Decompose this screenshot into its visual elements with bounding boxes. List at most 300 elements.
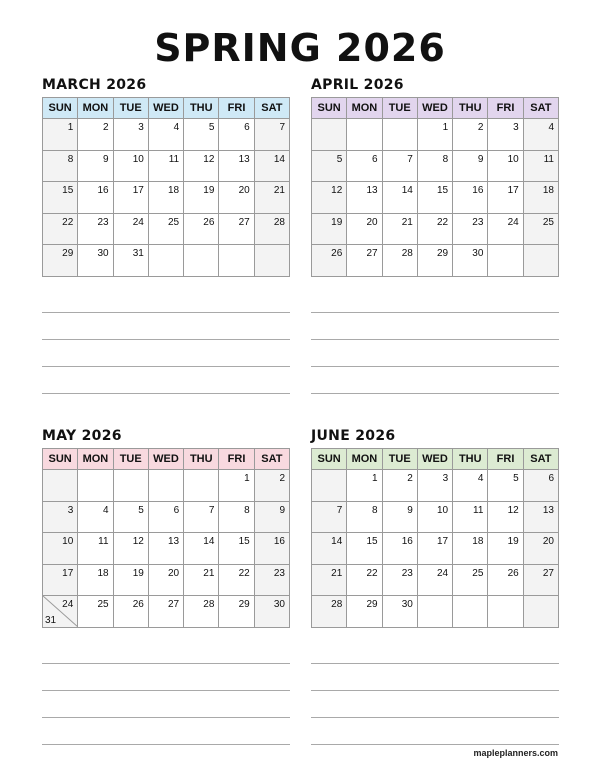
day-cell bbox=[219, 119, 254, 151]
note-line bbox=[42, 312, 290, 313]
weekday-header: TUE bbox=[382, 98, 417, 119]
week-row bbox=[312, 596, 559, 628]
day-number: 23 bbox=[472, 216, 484, 228]
weekday-header: SUN bbox=[43, 98, 78, 119]
day-cell bbox=[453, 213, 488, 245]
day-cell bbox=[488, 245, 523, 277]
day-number: 20 bbox=[542, 536, 554, 547]
day-number: 2 bbox=[279, 473, 285, 484]
weekday-header: MON bbox=[78, 449, 113, 470]
day-number: 29 bbox=[238, 599, 250, 610]
month-title: JUNE 2026 bbox=[311, 428, 396, 444]
day-number: 13 bbox=[238, 153, 250, 165]
day-number: 28 bbox=[203, 599, 215, 610]
calendar-march bbox=[42, 76, 290, 277]
day-number: 3 bbox=[513, 122, 519, 133]
day-cell bbox=[488, 182, 523, 214]
day-cell bbox=[382, 245, 417, 277]
day-cell bbox=[219, 213, 254, 245]
day-cell bbox=[523, 245, 558, 277]
day-number: 5 bbox=[138, 504, 144, 516]
week-row bbox=[43, 470, 290, 502]
day-cell bbox=[382, 182, 417, 214]
day-cell bbox=[184, 596, 219, 628]
day-cell bbox=[382, 533, 417, 565]
day-cell bbox=[219, 533, 254, 565]
day-number: 21 bbox=[203, 567, 215, 579]
day-cell bbox=[382, 470, 417, 502]
day-number: 27 bbox=[238, 216, 250, 228]
day-cell bbox=[347, 182, 382, 214]
day-cell bbox=[347, 245, 382, 277]
day-number: 7 bbox=[279, 122, 285, 133]
day-cell bbox=[184, 533, 219, 565]
day-cell bbox=[417, 213, 452, 245]
weekday-header: SAT bbox=[523, 449, 558, 470]
day-cell bbox=[312, 533, 347, 565]
week-row bbox=[43, 119, 290, 151]
day-cell bbox=[312, 564, 347, 596]
day-cell bbox=[312, 213, 347, 245]
week-row bbox=[43, 213, 290, 245]
day-number: 31 bbox=[45, 614, 57, 626]
day-number: 15 bbox=[366, 536, 378, 547]
day-cell bbox=[254, 501, 289, 533]
day-number: 26 bbox=[203, 216, 215, 228]
day-cell bbox=[184, 470, 219, 502]
weekday-header: FRI bbox=[488, 98, 523, 119]
day-cell bbox=[523, 596, 558, 628]
day-number: 11 bbox=[168, 153, 180, 165]
day-cell bbox=[148, 213, 183, 245]
day-number: 3 bbox=[138, 122, 144, 133]
day-number: 18 bbox=[97, 567, 109, 579]
day-cell bbox=[78, 596, 113, 628]
day-number: 16 bbox=[472, 185, 484, 196]
day-number: 20 bbox=[366, 216, 378, 228]
day-cell bbox=[148, 501, 183, 533]
day-number: 17 bbox=[62, 567, 74, 579]
day-cell bbox=[219, 150, 254, 182]
day-number: 16 bbox=[401, 536, 413, 547]
day-cell bbox=[113, 470, 148, 502]
day-number: 12 bbox=[132, 536, 144, 547]
day-number: 22 bbox=[62, 216, 74, 228]
day-cell bbox=[312, 182, 347, 214]
day-number: 30 bbox=[401, 599, 413, 610]
calendar-grid bbox=[42, 97, 290, 277]
day-cell bbox=[523, 470, 558, 502]
day-number: 18 bbox=[542, 185, 554, 196]
day-cell bbox=[78, 245, 113, 277]
day-number: 19 bbox=[203, 185, 215, 196]
day-number: 12 bbox=[507, 504, 519, 516]
day-number: 1 bbox=[67, 122, 74, 133]
day-number: 4 bbox=[477, 473, 484, 484]
day-cell bbox=[347, 119, 382, 151]
notes-area-may bbox=[42, 663, 290, 771]
week-row bbox=[43, 596, 290, 628]
day-cell bbox=[113, 119, 148, 151]
note-line bbox=[42, 366, 290, 367]
day-cell bbox=[417, 470, 452, 502]
day-number: 10 bbox=[132, 153, 144, 165]
day-cell bbox=[113, 182, 148, 214]
day-number: 18 bbox=[168, 185, 180, 196]
day-number: 10 bbox=[62, 536, 74, 547]
day-cell bbox=[184, 150, 219, 182]
day-number: 4 bbox=[173, 122, 180, 133]
day-number: 7 bbox=[336, 504, 343, 516]
day-cell bbox=[43, 150, 78, 182]
day-number: 22 bbox=[238, 567, 250, 579]
day-number: 11 bbox=[98, 536, 109, 547]
note-line bbox=[42, 690, 290, 691]
day-cell bbox=[488, 564, 523, 596]
day-number: 9 bbox=[279, 504, 285, 516]
day-cell bbox=[453, 119, 488, 151]
day-cell bbox=[254, 470, 289, 502]
week-row bbox=[312, 470, 559, 502]
day-cell bbox=[523, 150, 558, 182]
note-line bbox=[42, 339, 290, 340]
day-cell bbox=[523, 213, 558, 245]
weekday-header: FRI bbox=[488, 449, 523, 470]
day-cell bbox=[382, 596, 417, 628]
day-cell bbox=[219, 596, 254, 628]
day-cell bbox=[78, 533, 113, 565]
weekday-header: TUE bbox=[113, 98, 148, 119]
day-cell bbox=[184, 182, 219, 214]
day-number: 18 bbox=[472, 536, 484, 547]
notes-area-april bbox=[311, 312, 559, 420]
day-cell bbox=[43, 501, 78, 533]
week-row bbox=[43, 182, 290, 214]
day-cell bbox=[488, 119, 523, 151]
day-cell bbox=[219, 470, 254, 502]
day-cell bbox=[453, 470, 488, 502]
day-cell bbox=[113, 533, 148, 565]
day-number: 30 bbox=[472, 248, 484, 259]
note-line bbox=[311, 339, 559, 340]
day-cell bbox=[523, 182, 558, 214]
day-cell bbox=[417, 119, 452, 151]
day-cell bbox=[148, 119, 183, 151]
day-cell bbox=[453, 245, 488, 277]
day-number: 19 bbox=[507, 536, 519, 547]
day-cell bbox=[43, 182, 78, 214]
day-cell bbox=[312, 470, 347, 502]
day-cell bbox=[417, 533, 452, 565]
note-line bbox=[311, 690, 559, 691]
weekday-header-row bbox=[43, 98, 290, 119]
day-number: 7 bbox=[208, 504, 215, 516]
day-cell bbox=[43, 596, 78, 628]
weekday-header: FRI bbox=[219, 98, 254, 119]
day-number: 17 bbox=[437, 536, 449, 547]
day-number: 8 bbox=[244, 504, 250, 516]
note-line bbox=[42, 744, 290, 745]
day-number: 4 bbox=[103, 504, 109, 516]
weekday-header: TUE bbox=[113, 449, 148, 470]
day-number: 26 bbox=[507, 567, 519, 579]
calendar-grid bbox=[42, 448, 290, 628]
day-number: 22 bbox=[366, 567, 378, 579]
day-cell bbox=[488, 533, 523, 565]
day-cell bbox=[254, 596, 289, 628]
day-cell bbox=[453, 533, 488, 565]
day-cell bbox=[78, 501, 113, 533]
day-number: 9 bbox=[103, 153, 109, 165]
weekday-header: THU bbox=[453, 98, 488, 119]
day-number: 1 bbox=[372, 473, 378, 484]
day-number: 24 bbox=[437, 567, 449, 579]
website-footer: mapleplanners.com bbox=[473, 748, 558, 758]
calendar-grid bbox=[311, 448, 559, 628]
day-number: 5 bbox=[336, 153, 343, 165]
day-cell bbox=[78, 564, 113, 596]
day-cell bbox=[453, 182, 488, 214]
day-cell bbox=[184, 501, 219, 533]
day-cell bbox=[148, 150, 183, 182]
day-number: 20 bbox=[168, 567, 180, 579]
day-cell bbox=[113, 150, 148, 182]
day-number: 31 bbox=[132, 248, 144, 259]
weekday-header: SAT bbox=[254, 98, 289, 119]
weekday-header: WED bbox=[148, 449, 183, 470]
day-cell bbox=[148, 596, 183, 628]
day-number: 3 bbox=[442, 473, 449, 484]
month-title: APRIL 2026 bbox=[311, 77, 404, 93]
day-number: 27 bbox=[542, 567, 554, 579]
day-number: 8 bbox=[442, 153, 449, 165]
day-number: 1 bbox=[244, 473, 250, 484]
day-cell bbox=[453, 564, 488, 596]
day-number: 21 bbox=[331, 567, 343, 579]
day-number: 13 bbox=[542, 504, 554, 516]
day-number: 24 bbox=[132, 216, 144, 228]
day-number: 6 bbox=[244, 122, 250, 133]
day-number: 9 bbox=[477, 153, 484, 165]
day-cell bbox=[417, 182, 452, 214]
day-number: 14 bbox=[273, 153, 285, 165]
weekday-header: SAT bbox=[523, 98, 558, 119]
day-cell bbox=[488, 150, 523, 182]
day-cell bbox=[417, 245, 452, 277]
note-line bbox=[311, 312, 559, 313]
note-line bbox=[42, 393, 290, 394]
weekday-header: SUN bbox=[43, 449, 78, 470]
day-cell bbox=[312, 119, 347, 151]
day-number: 21 bbox=[401, 216, 413, 228]
day-number: 5 bbox=[513, 473, 519, 484]
day-number: 25 bbox=[168, 216, 180, 228]
day-cell bbox=[382, 501, 417, 533]
calendar-april bbox=[311, 76, 559, 277]
day-number: 29 bbox=[62, 248, 74, 259]
day-cell bbox=[254, 564, 289, 596]
day-number: 11 bbox=[473, 504, 484, 516]
day-cell bbox=[219, 501, 254, 533]
day-number: 7 bbox=[407, 153, 413, 165]
weekday-header: MON bbox=[78, 98, 113, 119]
day-cell bbox=[78, 182, 113, 214]
day-cell bbox=[113, 596, 148, 628]
day-cell bbox=[78, 150, 113, 182]
day-cell bbox=[523, 533, 558, 565]
day-cell bbox=[382, 119, 417, 151]
weekday-header: TUE bbox=[382, 449, 417, 470]
week-row bbox=[43, 533, 290, 565]
weekday-header: THU bbox=[184, 98, 219, 119]
day-number: 25 bbox=[542, 216, 554, 228]
day-cell bbox=[347, 533, 382, 565]
day-number: 22 bbox=[437, 216, 449, 228]
day-cell bbox=[312, 245, 347, 277]
day-cell bbox=[113, 245, 148, 277]
day-number: 23 bbox=[401, 567, 413, 579]
week-row bbox=[312, 150, 559, 182]
day-number: 25 bbox=[472, 567, 484, 579]
day-number: 14 bbox=[401, 185, 413, 196]
day-cell bbox=[43, 564, 78, 596]
day-number: 8 bbox=[372, 504, 378, 516]
weekday-header-row bbox=[312, 449, 559, 470]
month-title: MAY 2026 bbox=[42, 428, 122, 444]
day-number: 10 bbox=[437, 504, 449, 516]
day-cell bbox=[113, 564, 148, 596]
day-cell bbox=[219, 182, 254, 214]
note-line bbox=[311, 744, 559, 745]
day-cell bbox=[347, 470, 382, 502]
day-number: 23 bbox=[97, 216, 109, 228]
day-cell bbox=[523, 501, 558, 533]
day-cell bbox=[347, 596, 382, 628]
day-number: 30 bbox=[273, 599, 285, 610]
day-cell bbox=[417, 564, 452, 596]
day-number: 12 bbox=[203, 153, 215, 165]
note-line bbox=[42, 717, 290, 718]
day-cell bbox=[488, 501, 523, 533]
day-cell bbox=[523, 564, 558, 596]
day-cell bbox=[184, 119, 219, 151]
day-number: 30 bbox=[97, 248, 109, 259]
week-row bbox=[43, 564, 290, 596]
day-number: 2 bbox=[407, 473, 413, 484]
week-row bbox=[43, 501, 290, 533]
day-number: 12 bbox=[331, 185, 343, 196]
day-cell bbox=[254, 119, 289, 151]
day-number: 13 bbox=[366, 185, 378, 196]
day-number: 6 bbox=[173, 504, 180, 516]
day-number: 6 bbox=[548, 473, 554, 484]
day-cell bbox=[78, 470, 113, 502]
day-number: 2 bbox=[103, 122, 109, 133]
day-cell bbox=[488, 213, 523, 245]
day-number: 15 bbox=[437, 185, 449, 196]
day-number: 10 bbox=[507, 153, 519, 165]
day-cell bbox=[382, 213, 417, 245]
day-cell bbox=[148, 533, 183, 565]
weekday-header: MON bbox=[347, 98, 382, 119]
day-number: 28 bbox=[401, 248, 413, 259]
day-number: 6 bbox=[372, 153, 378, 165]
day-cell bbox=[184, 564, 219, 596]
day-cell bbox=[347, 150, 382, 182]
day-number: 29 bbox=[437, 248, 449, 259]
day-cell bbox=[113, 501, 148, 533]
week-row bbox=[312, 213, 559, 245]
day-cell bbox=[312, 150, 347, 182]
weekday-header-row bbox=[43, 449, 290, 470]
day-number: 19 bbox=[331, 216, 343, 228]
note-line bbox=[311, 663, 559, 664]
day-cell bbox=[43, 119, 78, 151]
day-number: 17 bbox=[507, 185, 519, 196]
day-number: 9 bbox=[407, 504, 413, 516]
day-number: 24 bbox=[62, 599, 74, 610]
day-cell bbox=[488, 596, 523, 628]
day-number: 14 bbox=[203, 536, 215, 547]
day-cell bbox=[43, 245, 78, 277]
week-row bbox=[312, 533, 559, 565]
day-cell bbox=[417, 501, 452, 533]
day-number: 27 bbox=[168, 599, 180, 610]
split-day-cell bbox=[43, 596, 77, 627]
calendar-june bbox=[311, 427, 559, 628]
day-cell bbox=[43, 470, 78, 502]
weekday-header: THU bbox=[184, 449, 219, 470]
day-cell bbox=[523, 119, 558, 151]
day-cell bbox=[184, 213, 219, 245]
weekday-header: WED bbox=[417, 98, 452, 119]
day-number: 16 bbox=[97, 185, 109, 196]
notes-area-march bbox=[42, 312, 290, 420]
day-cell bbox=[78, 119, 113, 151]
week-row bbox=[312, 119, 559, 151]
day-number: 14 bbox=[331, 536, 343, 547]
weekday-header: WED bbox=[148, 98, 183, 119]
day-cell bbox=[417, 596, 452, 628]
day-cell bbox=[148, 182, 183, 214]
day-number: 29 bbox=[366, 599, 378, 610]
day-number: 21 bbox=[273, 185, 285, 196]
day-cell bbox=[347, 501, 382, 533]
weekday-header: WED bbox=[417, 449, 452, 470]
day-number: 16 bbox=[273, 536, 285, 547]
week-row bbox=[43, 150, 290, 182]
weekday-header: SUN bbox=[312, 98, 347, 119]
weekday-header: FRI bbox=[219, 449, 254, 470]
day-number: 24 bbox=[507, 216, 519, 228]
day-cell bbox=[488, 470, 523, 502]
day-cell bbox=[254, 533, 289, 565]
day-number: 11 bbox=[543, 153, 554, 165]
day-cell bbox=[148, 245, 183, 277]
day-cell bbox=[219, 245, 254, 277]
page-title: SPRING 2026 bbox=[154, 26, 446, 70]
note-line bbox=[311, 393, 559, 394]
week-row bbox=[312, 245, 559, 277]
day-cell bbox=[347, 564, 382, 596]
day-number: 2 bbox=[477, 122, 484, 133]
week-row bbox=[43, 245, 290, 277]
day-number: 26 bbox=[132, 599, 144, 610]
day-number: 15 bbox=[238, 536, 250, 547]
note-line bbox=[311, 366, 559, 367]
weekday-header: SAT bbox=[254, 449, 289, 470]
day-cell bbox=[78, 213, 113, 245]
